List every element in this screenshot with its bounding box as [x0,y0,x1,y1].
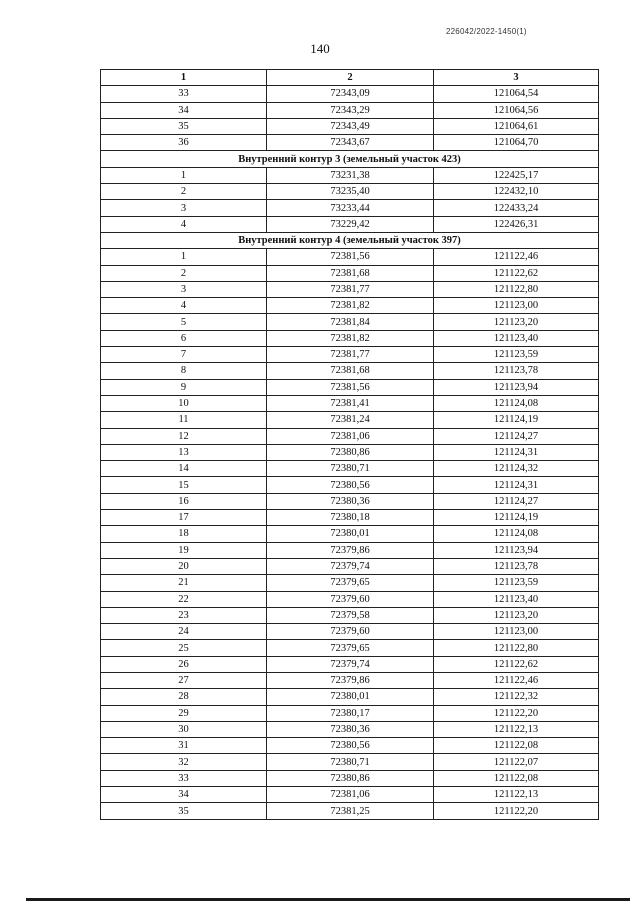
point-number-cell: 1 [101,249,267,265]
x-coordinate-cell: 72381,77 [267,281,434,297]
table-row [101,167,599,183]
point-number-cell: 21 [101,575,267,591]
point-number-cell: 24 [101,624,267,640]
point-number-cell: 29 [101,705,267,721]
table-row [101,558,599,574]
y-coordinate-cell: 121122,13 [434,721,599,737]
table-row [101,672,599,688]
table-row [101,379,599,395]
y-coordinate-cell: 121123,59 [434,575,599,591]
point-number-cell: 22 [101,591,267,607]
table-row [101,444,599,460]
point-number-cell: 31 [101,738,267,754]
point-number-cell: 3 [101,281,267,297]
y-coordinate-cell: 121122,07 [434,754,599,770]
table-row [101,281,599,297]
y-coordinate-cell: 122432,10 [434,184,599,200]
table-header-row [101,70,599,86]
table-row [101,624,599,640]
x-coordinate-cell: 72380,17 [267,705,434,721]
table-row [101,135,599,151]
y-coordinate-cell: 122433,24 [434,200,599,216]
table-row [101,347,599,363]
point-number-cell: 5 [101,314,267,330]
section-title: Внутренний контур 4 (земельный участок 397) [101,232,599,248]
y-coordinate-cell: 121123,94 [434,542,599,558]
y-coordinate-cell: 121124,31 [434,477,599,493]
x-coordinate-cell: 72381,41 [267,395,434,411]
point-number-cell: 9 [101,379,267,395]
x-coordinate-cell: 72381,56 [267,379,434,395]
x-coordinate-cell: 72381,24 [267,412,434,428]
x-coordinate-cell: 73231,38 [267,167,434,183]
table-row [101,265,599,281]
point-number-cell: 3 [101,200,267,216]
x-coordinate-cell: 72381,82 [267,330,434,346]
point-number-cell: 18 [101,526,267,542]
y-coordinate-cell: 121124,31 [434,444,599,460]
y-coordinate-cell: 121122,32 [434,689,599,705]
table-row [101,428,599,444]
y-coordinate-cell: 121122,08 [434,738,599,754]
table-row [101,86,599,102]
y-coordinate-cell: 121122,20 [434,803,599,819]
x-coordinate-cell: 72379,86 [267,672,434,688]
table-row [101,102,599,118]
x-coordinate-cell: 72380,56 [267,477,434,493]
y-coordinate-cell: 121123,00 [434,624,599,640]
x-coordinate-cell: 72379,65 [267,640,434,656]
x-coordinate-cell: 73229,42 [267,216,434,232]
section-header-row [101,151,599,167]
point-number-cell: 16 [101,493,267,509]
point-number-cell: 12 [101,428,267,444]
y-coordinate-cell: 121123,78 [434,558,599,574]
table-row [101,461,599,477]
y-coordinate-cell: 121122,13 [434,787,599,803]
x-coordinate-cell: 72381,68 [267,363,434,379]
y-coordinate-cell: 121122,80 [434,281,599,297]
x-coordinate-cell: 72379,74 [267,558,434,574]
point-number-cell: 7 [101,347,267,363]
x-coordinate-cell: 72380,56 [267,738,434,754]
column-header-y: 3 [434,70,599,86]
y-coordinate-cell: 122426,31 [434,216,599,232]
table-row [101,591,599,607]
y-coordinate-cell: 121124,27 [434,428,599,444]
bottom-divider [26,898,630,901]
x-coordinate-cell: 72381,68 [267,265,434,281]
x-coordinate-cell: 72379,65 [267,575,434,591]
y-coordinate-cell: 121064,61 [434,118,599,134]
point-number-cell: 1 [101,167,267,183]
x-coordinate-cell: 72343,49 [267,118,434,134]
table-row [101,298,599,314]
point-number-cell: 34 [101,787,267,803]
x-coordinate-cell: 72380,86 [267,444,434,460]
x-coordinate-cell: 72379,74 [267,656,434,672]
table-row [101,216,599,232]
point-number-cell: 35 [101,118,267,134]
x-coordinate-cell: 72380,36 [267,721,434,737]
y-coordinate-cell: 121124,08 [434,395,599,411]
point-number-cell: 30 [101,721,267,737]
table-row [101,607,599,623]
point-number-cell: 10 [101,395,267,411]
x-coordinate-cell: 72381,06 [267,428,434,444]
page-number: 140 [310,41,330,56]
table-row [101,770,599,786]
y-coordinate-cell: 121122,46 [434,672,599,688]
y-coordinate-cell: 121122,46 [434,249,599,265]
table-row [101,314,599,330]
x-coordinate-cell: 73233,44 [267,200,434,216]
x-coordinate-cell: 72381,56 [267,249,434,265]
point-number-cell: 33 [101,770,267,786]
table-row [101,184,599,200]
table-row [101,705,599,721]
point-number-cell: 8 [101,363,267,379]
table-row [101,640,599,656]
y-coordinate-cell: 121124,19 [434,510,599,526]
point-number-cell: 33 [101,86,267,102]
y-coordinate-cell: 121122,80 [434,640,599,656]
x-coordinate-cell: 72381,84 [267,314,434,330]
y-coordinate-cell: 121123,40 [434,330,599,346]
table-row [101,118,599,134]
y-coordinate-cell: 121123,59 [434,347,599,363]
point-number-cell: 26 [101,656,267,672]
y-coordinate-cell: 121123,40 [434,591,599,607]
y-coordinate-cell: 121123,94 [434,379,599,395]
point-number-cell: 28 [101,689,267,705]
table-row [101,738,599,754]
point-number-cell: 11 [101,412,267,428]
table-row [101,200,599,216]
table-row [101,477,599,493]
table-row [101,493,599,509]
y-coordinate-cell: 121124,27 [434,493,599,509]
y-coordinate-cell: 122425,17 [434,167,599,183]
x-coordinate-cell: 72343,67 [267,135,434,151]
point-number-cell: 4 [101,216,267,232]
table-row [101,575,599,591]
column-header-point: 1 [101,70,267,86]
document-id: 226042/2022-1450(1) [446,27,527,36]
point-number-cell: 36 [101,135,267,151]
coordinates-table [100,69,599,820]
table-row [101,656,599,672]
table-row [101,526,599,542]
table-row [101,787,599,803]
y-coordinate-cell: 121123,78 [434,363,599,379]
point-number-cell: 34 [101,102,267,118]
section-title: Внутренний контур 3 (земельный участок 423) [101,151,599,167]
point-number-cell: 2 [101,265,267,281]
x-coordinate-cell: 72380,36 [267,493,434,509]
section-header-row [101,232,599,248]
x-coordinate-cell: 72379,60 [267,624,434,640]
point-number-cell: 13 [101,444,267,460]
table-row [101,363,599,379]
point-number-cell: 4 [101,298,267,314]
point-number-cell: 20 [101,558,267,574]
point-number-cell: 23 [101,607,267,623]
point-number-cell: 35 [101,803,267,819]
y-coordinate-cell: 121064,56 [434,102,599,118]
table-row [101,330,599,346]
y-coordinate-cell: 121123,20 [434,314,599,330]
table-row [101,542,599,558]
x-coordinate-cell: 72381,77 [267,347,434,363]
x-coordinate-cell: 72381,06 [267,787,434,803]
y-coordinate-cell: 121122,62 [434,656,599,672]
x-coordinate-cell: 72343,09 [267,86,434,102]
column-header-x: 2 [267,70,434,86]
y-coordinate-cell: 121123,20 [434,607,599,623]
x-coordinate-cell: 72381,25 [267,803,434,819]
table-row [101,510,599,526]
x-coordinate-cell: 72380,18 [267,510,434,526]
y-coordinate-cell: 121122,62 [434,265,599,281]
table-row [101,412,599,428]
point-number-cell: 17 [101,510,267,526]
y-coordinate-cell: 121123,00 [434,298,599,314]
point-number-cell: 27 [101,672,267,688]
table-row [101,754,599,770]
x-coordinate-cell: 73235,40 [267,184,434,200]
table-row [101,803,599,819]
point-number-cell: 32 [101,754,267,770]
table-row [101,249,599,265]
x-coordinate-cell: 72380,86 [267,770,434,786]
x-coordinate-cell: 72381,82 [267,298,434,314]
y-coordinate-cell: 121124,19 [434,412,599,428]
y-coordinate-cell: 121122,20 [434,705,599,721]
x-coordinate-cell: 72380,01 [267,526,434,542]
y-coordinate-cell: 121122,08 [434,770,599,786]
point-number-cell: 2 [101,184,267,200]
table-row [101,395,599,411]
y-coordinate-cell: 121124,32 [434,461,599,477]
point-number-cell: 15 [101,477,267,493]
y-coordinate-cell: 121064,54 [434,86,599,102]
x-coordinate-cell: 72380,71 [267,754,434,770]
x-coordinate-cell: 72380,01 [267,689,434,705]
y-coordinate-cell: 121064,70 [434,135,599,151]
point-number-cell: 19 [101,542,267,558]
x-coordinate-cell: 72379,60 [267,591,434,607]
table-row [101,689,599,705]
point-number-cell: 25 [101,640,267,656]
point-number-cell: 14 [101,461,267,477]
x-coordinate-cell: 72380,71 [267,461,434,477]
y-coordinate-cell: 121124,08 [434,526,599,542]
point-number-cell: 6 [101,330,267,346]
table-body [101,86,599,819]
x-coordinate-cell: 72379,58 [267,607,434,623]
x-coordinate-cell: 72343,29 [267,102,434,118]
x-coordinate-cell: 72379,86 [267,542,434,558]
table-row [101,721,599,737]
